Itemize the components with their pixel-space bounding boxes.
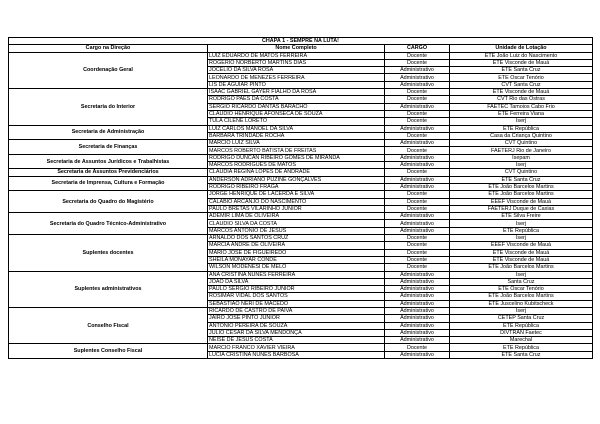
member-unit: FAETERJ Rio de Janeiro — [450, 147, 593, 154]
member-cargo: Administrativo — [385, 67, 450, 74]
member-cargo: Administrativo — [385, 351, 450, 358]
member-cargo: Administrativo — [385, 81, 450, 88]
header-row — [9, 45, 593, 52]
table-row — [9, 307, 593, 314]
member-unit: Iserj — [450, 235, 593, 242]
header-unit: Unidade de Lotação — [450, 45, 593, 52]
header-cargo: CARGO — [385, 45, 450, 52]
role-cell: Secretaria de Assuntos Jurídicos e Trabalhistas — [9, 154, 208, 169]
member-cargo: Docente — [385, 89, 450, 96]
member-cargo: Administrativo — [385, 103, 450, 110]
member-unit: Iserj — [450, 307, 593, 314]
member-unit: ETE Oscar Tenório — [450, 286, 593, 293]
member-cargo: Administrativo — [385, 300, 450, 307]
member-unit: Iserj — [450, 162, 593, 169]
member-cargo: Administrativo — [385, 140, 450, 147]
table-row — [9, 125, 593, 132]
member-name: MARCIO FRANCO XAVIER VIEIRA — [208, 344, 385, 351]
table-row — [9, 344, 593, 351]
member-name: ISAAC GABRIEL GAYER FIALHO DA ROSA — [208, 89, 385, 96]
role-cell: Secretaria do Interior — [9, 89, 208, 125]
member-unit: ETE Santa Cruz — [450, 351, 593, 358]
member-name: PAULO BRETAS VILARINHO JUNIOR — [208, 205, 385, 212]
role-cell: Suplentes Conselho Fiscal — [9, 344, 208, 359]
member-unit: CVT Santa Cruz — [450, 81, 593, 88]
member-cargo: Docente — [385, 198, 450, 205]
member-unit: Casa da Criança Quintino — [450, 132, 593, 139]
member-cargo: Administrativo — [385, 213, 450, 220]
member-name: SHEILA MONAYAR CONDE — [208, 256, 385, 263]
member-name: MARIO JOSÉ DE FIGUEIREDO — [208, 249, 385, 256]
table-row — [9, 169, 593, 176]
member-cargo: Docente — [385, 235, 450, 242]
member-name: ARNALDO DOS SANTOS CRUZ — [208, 235, 385, 242]
member-cargo: Docente — [385, 264, 450, 271]
member-name: ROSIMAR VIDAL DOS SANTOS — [208, 293, 385, 300]
member-name: ADEMIR LIMA DE OLIVEIRA — [208, 213, 385, 220]
member-unit: ETE Oscar Tenório — [450, 74, 593, 81]
member-unit: ETE Ferreira Viana — [450, 110, 593, 117]
table-row — [9, 191, 593, 198]
member-cargo: Administrativo — [385, 329, 450, 336]
member-cargo: Administrativo — [385, 183, 450, 190]
member-name: MARCIA ANDRÉ DE OLIVEIRA — [208, 242, 385, 249]
role-cell: Secretaria do Quadro Técnico-Administrativo — [9, 213, 208, 235]
member-name: MARCOS RODRIGUES DE MATOS — [208, 162, 385, 169]
member-name: MARCOS ANTONIO DE JESUS — [208, 227, 385, 234]
member-unit: ETE República — [450, 227, 593, 234]
member-unit: ETE Santa Cruz — [450, 176, 593, 183]
member-cargo: Administrativo — [385, 176, 450, 183]
member-cargo: Docente — [385, 52, 450, 59]
table-row — [9, 176, 593, 183]
role-cell: Secretaria de Imprensa, Cultura e Formação — [9, 176, 208, 191]
member-name: JORGE HENRIQUE DE LACERDA E SILVA — [208, 191, 385, 198]
member-name: WILSON MODENESI DE MELO — [208, 264, 385, 271]
member-cargo: Administrativo — [385, 286, 450, 293]
header-name: Nome Completo — [208, 45, 385, 52]
member-name: CLAUDIA REGINA LOPES DE ANDRADE — [208, 169, 385, 176]
role-cell: Suplentes administrativos — [9, 271, 208, 307]
table-row — [9, 52, 593, 59]
table-row — [9, 213, 593, 220]
member-name: RICARDO DE CASTRO DE PAIVA — [208, 307, 385, 314]
member-cargo: Docente — [385, 344, 450, 351]
member-name: MARCOS ROBERTO BATISTA DE FREITAS — [208, 147, 385, 154]
member-unit: ETE Juscelino Kubitscheck — [450, 300, 593, 307]
member-cargo: Docente — [385, 169, 450, 176]
member-unit: ETE Visconde de Mauá — [450, 256, 593, 263]
member-cargo: Administrativo — [385, 293, 450, 300]
member-unit: ETE República — [450, 125, 593, 132]
member-cargo: Docente — [385, 242, 450, 249]
table-row — [9, 154, 593, 161]
member-name: PAULO SERGIO RIBEIRO JUNIOR — [208, 286, 385, 293]
member-name: NEISE DE JESUS COSTA — [208, 337, 385, 344]
member-name: BARBARA TRINDADE ROCHA — [208, 132, 385, 139]
member-unit: Marechal — [450, 337, 593, 344]
member-unit: Isepam — [450, 154, 593, 161]
election-slate-table — [8, 37, 593, 359]
role-cell: Secretaria de Assuntos Previdenciários — [9, 169, 208, 176]
member-name: ANTONIO PEREIRA DE SOUZA — [208, 322, 385, 329]
role-cell: Secretaria de Administração — [9, 125, 208, 140]
member-unit: FAETERJ Duque de Caxias — [450, 205, 593, 212]
member-cargo: Administrativo — [385, 322, 450, 329]
member-name: CLAUDIO HENRIQUE AFONSECA DE SOUZA — [208, 110, 385, 117]
member-unit: ETE República — [450, 344, 593, 351]
member-cargo: Docente — [385, 256, 450, 263]
member-unit: CVT Quintino — [450, 140, 593, 147]
member-unit: ETE João Luiz do Nascimento — [450, 52, 593, 59]
member-cargo: Administrativo — [385, 315, 450, 322]
member-name: LUIZ EDUARDO DE MATOS FERREIRA — [208, 52, 385, 59]
member-name: ANA CRISTINA NUNES FERREIRA — [208, 271, 385, 278]
member-cargo: Administrativo — [385, 154, 450, 161]
member-cargo: Administrativo — [385, 307, 450, 314]
member-unit: CVT Rio das Ostras — [450, 96, 593, 103]
member-unit: Iserj — [450, 118, 593, 125]
member-name: JULIO CESAR DA SILVA MENDONÇA — [208, 329, 385, 336]
member-unit: CETEP Santa Cruz — [450, 315, 593, 322]
member-cargo: Administrativo — [385, 220, 450, 227]
member-cargo: Administrativo — [385, 271, 450, 278]
member-name: SEBASTIÃO NERI DE MACEDO — [208, 300, 385, 307]
member-name: JOCÉLIO DA SILVA ROSA — [208, 67, 385, 74]
role-cell: Coordenação Geral — [9, 52, 208, 88]
member-name: ROGÉRIO NORBERTO MARTINS DIAS — [208, 59, 385, 66]
member-unit: ETE Santa Cruz — [450, 67, 593, 74]
member-cargo: Docente — [385, 147, 450, 154]
member-cargo: Docente — [385, 205, 450, 212]
role-cell: Secretaria do Quadro do Magistério — [9, 191, 208, 213]
member-cargo: Administrativo — [385, 74, 450, 81]
member-unit: ETE João Barcelos Martins — [450, 264, 593, 271]
role-cell: Conselho Fiscal — [9, 307, 208, 343]
member-unit: EEEF Visconde de Mauá — [450, 198, 593, 205]
member-name: RODRIGO PAES DA COSTA — [208, 96, 385, 103]
member-cargo: Docente — [385, 249, 450, 256]
member-cargo: Administrativo — [385, 162, 450, 169]
member-unit: EEEF Visconde de Mauá — [450, 242, 593, 249]
role-cell: Suplentes docentes — [9, 235, 208, 271]
table-row — [9, 271, 593, 278]
member-unit: ETE Visconde de Mauá — [450, 89, 593, 96]
member-name: ANDERSON ADRIANO PUZINE GONÇALVES — [208, 176, 385, 183]
member-unit: ETE João Barcelos Martins — [450, 191, 593, 198]
member-cargo: Docente — [385, 110, 450, 117]
member-cargo: Administrativo — [385, 125, 450, 132]
member-unit: ETE João Barcelos Martins — [450, 293, 593, 300]
member-name: SERGIO RICARDO DANTAS BARACHO — [208, 103, 385, 110]
role-cell: Secretaria de Finanças — [9, 140, 208, 155]
member-name: RODRIGO DUNCAN RIBEIRO GOMES DE MIRANDA — [208, 154, 385, 161]
table-body — [9, 38, 593, 359]
member-name: RODRIGO RIBEIRO FRAGA — [208, 183, 385, 190]
member-name: JAIRO JOSÉ PINTO JUNIOR — [208, 315, 385, 322]
member-cargo: Docente — [385, 132, 450, 139]
member-unit: Iserj — [450, 271, 593, 278]
member-unit: ETE Visconde de Mauá — [450, 249, 593, 256]
member-name: CALÁBIO ARCANJO DO NASCIMENTO — [208, 198, 385, 205]
member-name: CLAUDIO SILVA DA COSTA — [208, 220, 385, 227]
member-name: LIS DE AGUIAR PINTO — [208, 81, 385, 88]
member-cargo: Administrativo — [385, 227, 450, 234]
member-cargo: Administrativo — [385, 337, 450, 344]
member-cargo: Docente — [385, 191, 450, 198]
member-unit: DIVTRAN Faetec — [450, 329, 593, 336]
member-name: TULA CILENE LORETO — [208, 118, 385, 125]
member-name: LUCIA CRISTINA NUNES BARBOSA — [208, 351, 385, 358]
header-role: Cargo na Direção — [9, 45, 208, 52]
title-row — [9, 38, 593, 45]
member-name: LUIZ CARLOS MANOEL DA SILVA — [208, 125, 385, 132]
member-unit: CVT Quintino — [450, 169, 593, 176]
member-unit: Iserj — [450, 220, 593, 227]
member-unit: ETE República — [450, 322, 593, 329]
member-unit: ETE Visconde de Mauá — [450, 59, 593, 66]
member-unit: Santa Cruz — [450, 278, 593, 285]
member-cargo: Docente — [385, 96, 450, 103]
table-row — [9, 235, 593, 242]
member-name: LEONARDO DE MENEZES FERREIRA — [208, 74, 385, 81]
member-unit: FAETEC Tamoios Cabo Frio — [450, 103, 593, 110]
table-row — [9, 89, 593, 96]
member-cargo: Docente — [385, 59, 450, 66]
member-unit: ETE Silva Freire — [450, 213, 593, 220]
member-unit: ETE João Barcelos Martins — [450, 183, 593, 190]
table-row — [9, 140, 593, 147]
member-cargo: Docente — [385, 118, 450, 125]
member-name: MARCIO LUIZ SILVA — [208, 140, 385, 147]
member-cargo: Administrativo — [385, 278, 450, 285]
member-name: JOAO DA SILVA — [208, 278, 385, 285]
sheet-title: CHAPA 1 - SEMPRE NA LUTA! — [9, 38, 593, 45]
